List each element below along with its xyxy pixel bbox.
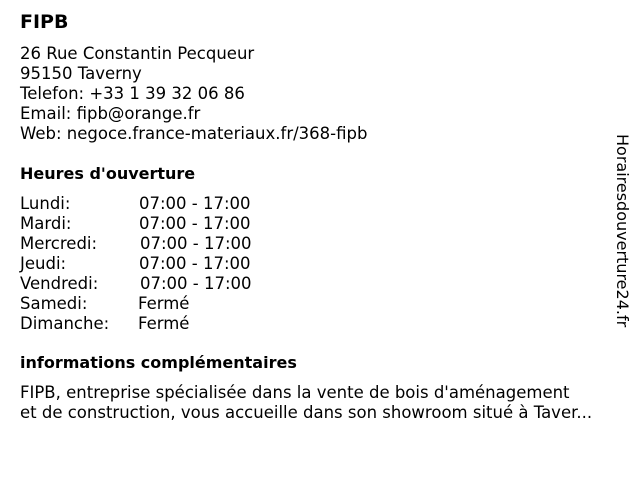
day-hours: Fermé: [138, 294, 190, 313]
hours-row-wednesday: [20, 234, 320, 254]
address-city: 95150 Taverny: [20, 64, 142, 83]
business-description: [20, 383, 625, 423]
day-hours: 07:00 - 17:00: [140, 274, 252, 293]
hours-row-sunday: [20, 314, 320, 334]
day-hours: 07:00 - 17:00: [139, 254, 251, 273]
day-hours: 07:00 - 17:00: [140, 234, 252, 253]
day-hours: 07:00 - 17:00: [139, 214, 251, 233]
description-line: FIPB, entreprise spécialisée dans la vente de bois d'aménagement: [20, 383, 570, 402]
day-label: Mardi:: [20, 214, 72, 233]
day-label: Lundi:: [20, 194, 71, 213]
day-label: Jeudi:: [20, 254, 67, 273]
description-line: et de construction, vous accueille dans son showroom situé à Taver...: [20, 403, 593, 422]
hours-row-saturday: [20, 294, 320, 314]
additional-info-heading: informations complémentaires: [20, 353, 297, 372]
day-label: Dimanche:: [20, 314, 110, 333]
opening-hours-table: [20, 194, 320, 334]
hours-row-friday: [20, 274, 320, 294]
phone-number: Telefon: +33 1 39 32 06 86: [20, 84, 245, 103]
opening-hours-heading: Heures d'ouverture: [20, 164, 196, 183]
day-hours: 07:00 - 17:00: [139, 194, 251, 213]
day-label: Vendredi:: [20, 274, 99, 293]
website-address: Web: negoce.france-materiaux.fr/368-fipb: [20, 124, 368, 143]
day-label: Mercredi:: [20, 234, 98, 253]
hours-row-monday: [20, 194, 320, 214]
address-street: 26 Rue Constantin Pecqueur: [20, 44, 255, 63]
day-label: Samedi:: [20, 294, 88, 313]
email-address: Email: fipb@orange.fr: [20, 104, 201, 123]
day-hours: Fermé: [138, 314, 190, 333]
hours-row-thursday: [20, 254, 320, 274]
hours-row-tuesday: [20, 214, 320, 234]
business-name: FIPB: [20, 11, 69, 33]
contact-block: [20, 44, 367, 144]
site-watermark: Horairesdouverture24.fr: [613, 134, 632, 328]
